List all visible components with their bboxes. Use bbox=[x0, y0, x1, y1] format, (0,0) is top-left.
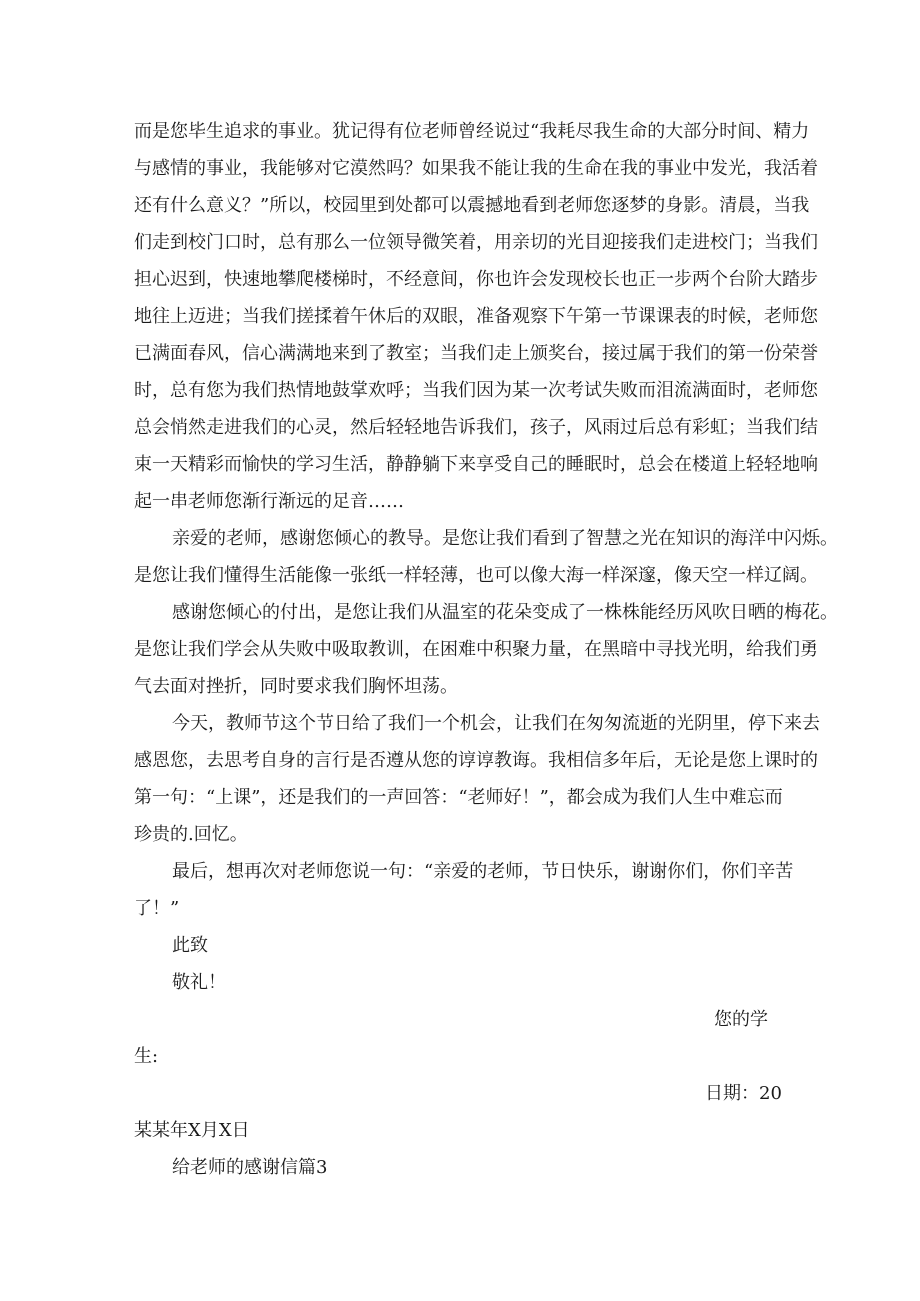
body-line-14: 感谢您倾心的付出，是您让我们从温室的花朵变成了一株株能经历风吹日晒的梅花。 bbox=[172, 602, 838, 623]
body-line-20: 珍贵的.回忆。 bbox=[134, 824, 248, 845]
body-line-1: 而是您毕生追求的事业。犹记得有位老师曾经说过“我耗尽我生命的大部分时间、精力 bbox=[134, 121, 810, 142]
body-line-21: 最后，想再次对老师您说一句：“亲爱的老师，节日快乐，谢谢你们，你们辛苦 bbox=[172, 861, 794, 882]
body-line-12: 亲爱的老师，感谢您倾心的教导。是您让我们看到了智慧之光在知识的海洋中闪烁。 bbox=[172, 528, 838, 549]
body-line-11: 起一串老师您渐行渐远的足音…… bbox=[134, 491, 404, 512]
body-line-19: 第一句：“上课”，还是我们的一声回答：“老师好！”，都会成为我们人生中难忘而 bbox=[134, 787, 783, 808]
body-line-17: 今天，教师节这个节日给了我们一个机会，让我们在匆匆流逝的光阴里，停下来去 bbox=[172, 713, 820, 734]
body-line-13: 是您让我们懂得生活能像一张纸一样轻薄，也可以像大海一样深邃，像天空一样辽阔。 bbox=[134, 565, 818, 586]
date-line-2: 某某年X月X日 bbox=[134, 1120, 250, 1141]
closing-regards: 敬礼！ bbox=[172, 972, 226, 993]
body-line-6: 地往上迈进；当我们搓揉着午休后的双眼，准备观察下午第一节课课表的时候，老师您 bbox=[134, 306, 818, 327]
signature-line-2: 生: bbox=[134, 1046, 159, 1067]
body-line-22: 了！” bbox=[134, 898, 180, 919]
body-line-9: 总会悄然走进我们的心灵，然后轻轻地告诉我们，孩子，风雨过后总有彩虹；当我们结 bbox=[134, 417, 818, 438]
body-line-15: 是您让我们学会从失败中吸取教训，在困难中积聚力量，在黑暗中寻找光明，给我们勇 bbox=[134, 639, 818, 660]
body-line-10: 束一天精彩而愉快的学习生活，静静躺下来享受自己的睡眠时，总会在楼道上轻轻地响 bbox=[134, 454, 818, 475]
closing-salutation: 此致 bbox=[172, 935, 208, 956]
next-section-title: 给老师的感谢信篇3 bbox=[172, 1157, 328, 1178]
signature-line-1: 您的学 bbox=[714, 1009, 768, 1030]
body-line-16: 气去面对挫折，同时要求我们胸怀坦荡。 bbox=[134, 676, 458, 697]
body-line-4: 们走到校门口时，总有那么一位领导微笑着，用亲切的光目迎接我们走进校门；当我们 bbox=[134, 232, 818, 253]
body-line-3: 还有什么意义？”所以，校园里到处都可以震撼地看到老师您逐梦的身影。清晨，当我 bbox=[134, 195, 810, 216]
body-line-5: 担心迟到，快速地攀爬楼梯时，不经意间，你也许会发现校长也正一步两个台阶大踏步 bbox=[134, 269, 818, 290]
body-line-8: 时，总有您为我们热情地鼓掌欢呼；当我们因为某一次考试失败而泪流满面时，老师您 bbox=[134, 380, 818, 401]
body-line-18: 感恩您，去思考自身的言行是否遵从您的谆谆教诲。我相信多年后，无论是您上课时的 bbox=[134, 750, 818, 771]
body-line-7: 已满面春风，信心满满地来到了教室；当我们走上颁奖台，接过属于我们的第一份荣誉 bbox=[134, 343, 818, 364]
body-line-2: 与感情的事业，我能够对它漠然吗？如果我不能让我的生命在我的事业中发光，我活着 bbox=[134, 158, 818, 179]
date-line-1: 日期：20 bbox=[705, 1083, 782, 1104]
